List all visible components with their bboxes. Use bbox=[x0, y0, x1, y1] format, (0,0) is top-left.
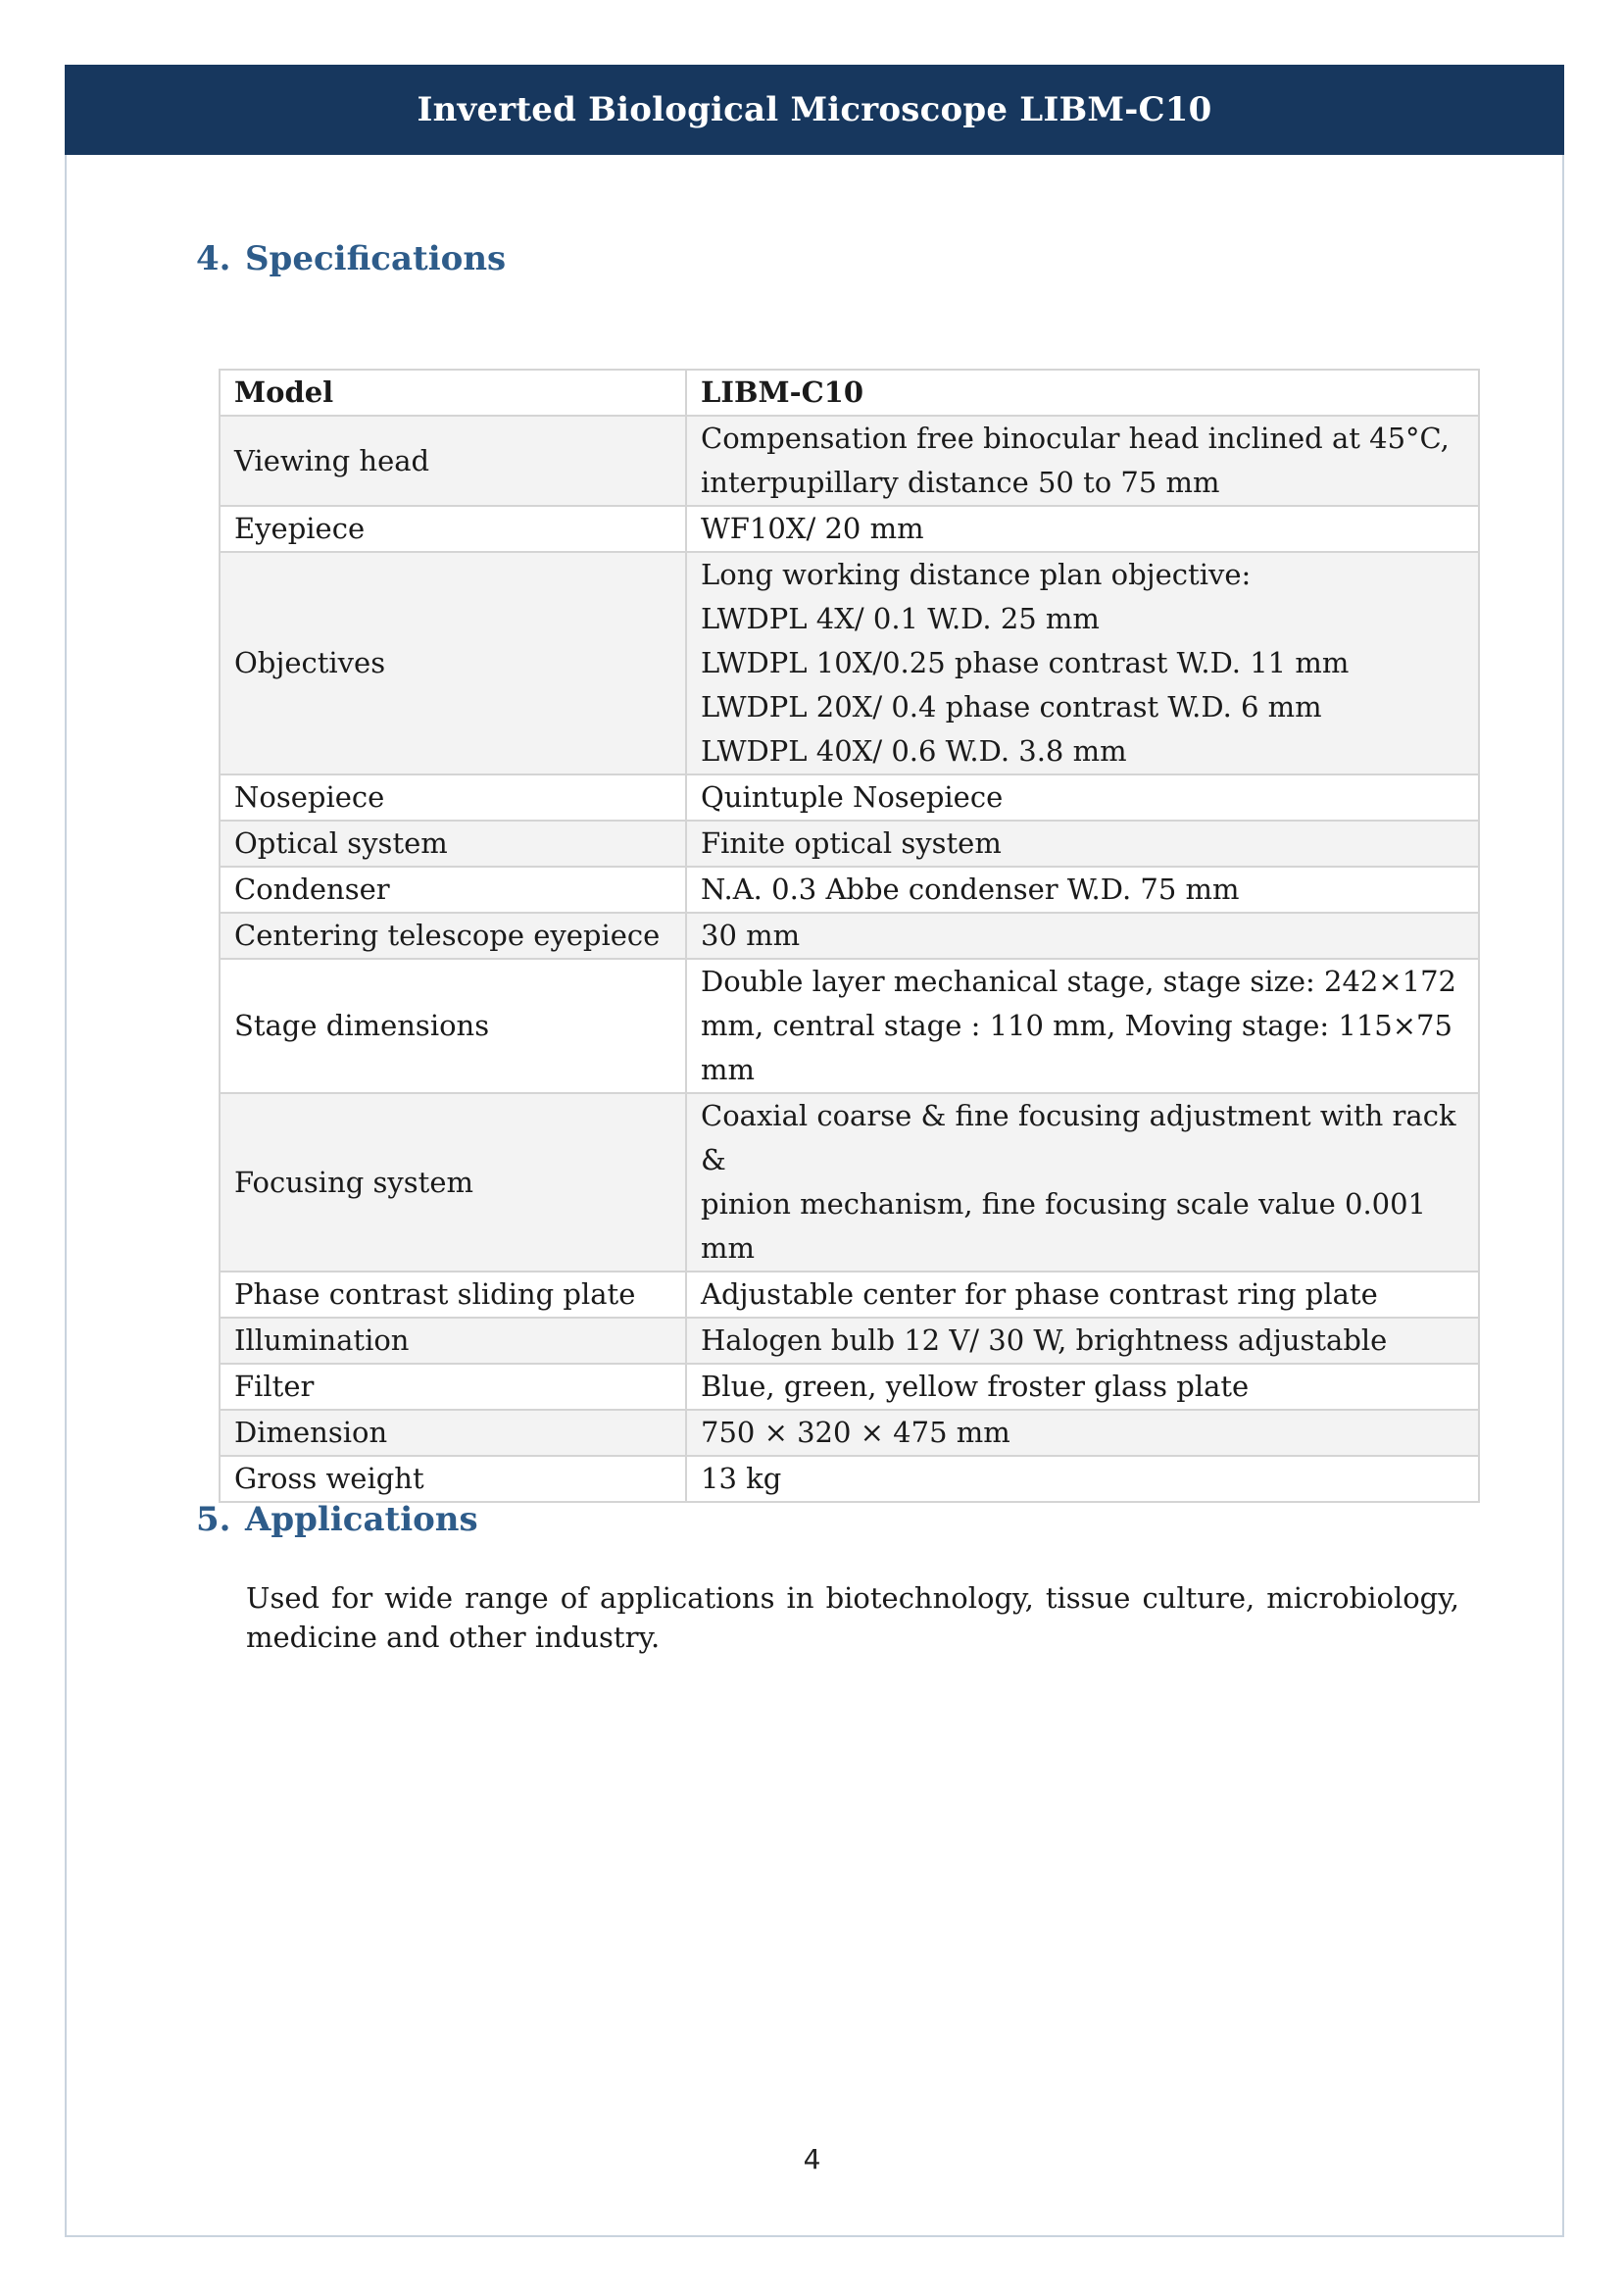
spec-value bbox=[686, 821, 1479, 867]
spec-value-line: Blue, green, yellow froster glass plate bbox=[701, 1370, 1250, 1403]
spec-value-line: 750 × 320 × 475 mm bbox=[701, 1416, 1010, 1449]
spec-value-line: mm, central stage : 110 mm, Moving stage: 115×75 bbox=[701, 1009, 1452, 1042]
spec-label: Dimension bbox=[220, 1410, 686, 1456]
spec-label: Filter bbox=[220, 1364, 686, 1410]
spec-value bbox=[686, 867, 1479, 913]
spec-label: Gross weight bbox=[220, 1456, 686, 1502]
spec-value bbox=[686, 1318, 1479, 1364]
table-row bbox=[220, 552, 1479, 774]
spec-label: Eyepiece bbox=[220, 506, 686, 552]
table-row bbox=[220, 1456, 1479, 1502]
spec-value-line: WF10X/ 20 mm bbox=[701, 512, 924, 545]
spec-value-line: Double layer mechanical stage, stage size: 242×172 bbox=[701, 965, 1456, 998]
spec-value bbox=[686, 959, 1479, 1093]
header-bar bbox=[65, 65, 1564, 155]
table-row bbox=[220, 959, 1479, 1093]
table-row bbox=[220, 913, 1479, 959]
spec-value bbox=[686, 1364, 1479, 1410]
table-row bbox=[220, 506, 1479, 552]
spec-value-line: LWDPL 40X/ 0.6 W.D. 3.8 mm bbox=[701, 734, 1127, 768]
spec-value bbox=[686, 913, 1479, 959]
table-header-label: Model bbox=[220, 370, 686, 416]
page-number: 4 bbox=[803, 2143, 821, 2175]
spec-label: Phase contrast sliding plate bbox=[220, 1272, 686, 1318]
applications-number: 5. bbox=[196, 1500, 231, 1539]
spec-label: Condenser bbox=[220, 867, 686, 913]
spec-value-line: LWDPL 20X/ 0.4 phase contrast W.D. 6 mm bbox=[701, 690, 1322, 724]
table-header-row bbox=[220, 370, 1479, 416]
table-row bbox=[220, 1318, 1479, 1364]
applications-title: Applications bbox=[245, 1500, 478, 1539]
table-row bbox=[220, 1410, 1479, 1456]
spec-value bbox=[686, 506, 1479, 552]
specifications-title: Specifications bbox=[245, 239, 507, 278]
spec-value-line: Finite optical system bbox=[701, 826, 1002, 860]
applications-heading bbox=[196, 1500, 478, 1539]
applications-text: Used for wide range of applications in biotechnology, tissue culture, microbiology, medicine and other industry. bbox=[246, 1581, 1459, 1654]
spec-value-line: N.A. 0.3 Abbe condenser W.D. 75 mm bbox=[701, 873, 1240, 906]
document-title: Inverted Biological Microscope LIBM-C10 bbox=[417, 90, 1212, 129]
spec-value-line: mm bbox=[701, 1053, 755, 1086]
spec-value bbox=[686, 1456, 1479, 1502]
spec-value-line: LWDPL 4X/ 0.1 W.D. 25 mm bbox=[701, 602, 1100, 635]
spec-value bbox=[686, 774, 1479, 821]
spec-value-line: Long working distance plan objective: bbox=[701, 558, 1252, 591]
table-row bbox=[220, 1272, 1479, 1318]
table-row bbox=[220, 1364, 1479, 1410]
spec-value bbox=[686, 552, 1479, 774]
spec-label: Viewing head bbox=[220, 416, 686, 506]
table-row bbox=[220, 821, 1479, 867]
table-row bbox=[220, 867, 1479, 913]
spec-value-line: Compensation free binocular head inclined at 45°C, bbox=[701, 422, 1450, 455]
spec-label: Optical system bbox=[220, 821, 686, 867]
spec-value-line: Halogen bulb 12 V/ 30 W, brightness adjustable bbox=[701, 1323, 1388, 1357]
spec-value-line: Adjustable center for phase contrast ring plate bbox=[701, 1277, 1378, 1311]
spec-value-line: interpupillary distance 50 to 75 mm bbox=[701, 466, 1220, 499]
specifications-number: 4. bbox=[196, 239, 231, 278]
spec-value-line: 30 mm bbox=[701, 919, 801, 952]
spec-value bbox=[686, 1093, 1479, 1272]
table-row bbox=[220, 416, 1479, 506]
spec-value-line: 13 kg bbox=[701, 1462, 782, 1495]
table-header-value: LIBM-C10 bbox=[686, 370, 1479, 416]
table-row bbox=[220, 774, 1479, 821]
spec-value-line: pinion mechanism, fine focusing scale value 0.001 mm bbox=[701, 1187, 1427, 1265]
spec-value bbox=[686, 1410, 1479, 1456]
spec-value bbox=[686, 1272, 1479, 1318]
spec-value bbox=[686, 416, 1479, 506]
specifications-heading bbox=[196, 239, 506, 278]
spec-value-line: Quintuple Nosepiece bbox=[701, 780, 1004, 814]
spec-label: Nosepiece bbox=[220, 774, 686, 821]
spec-label: Centering telescope eyepiece bbox=[220, 913, 686, 959]
spec-value-line: Coaxial coarse & fine focusing adjustment with rack & bbox=[701, 1099, 1456, 1176]
table-row bbox=[220, 1093, 1479, 1272]
spec-label: Stage dimensions bbox=[220, 959, 686, 1093]
spec-label: Focusing system bbox=[220, 1093, 686, 1272]
spec-label: Illumination bbox=[220, 1318, 686, 1364]
spec-value-line: LWDPL 10X/0.25 phase contrast W.D. 11 mm bbox=[701, 646, 1350, 679]
specifications-table bbox=[219, 369, 1480, 1503]
spec-label: Objectives bbox=[220, 552, 686, 774]
